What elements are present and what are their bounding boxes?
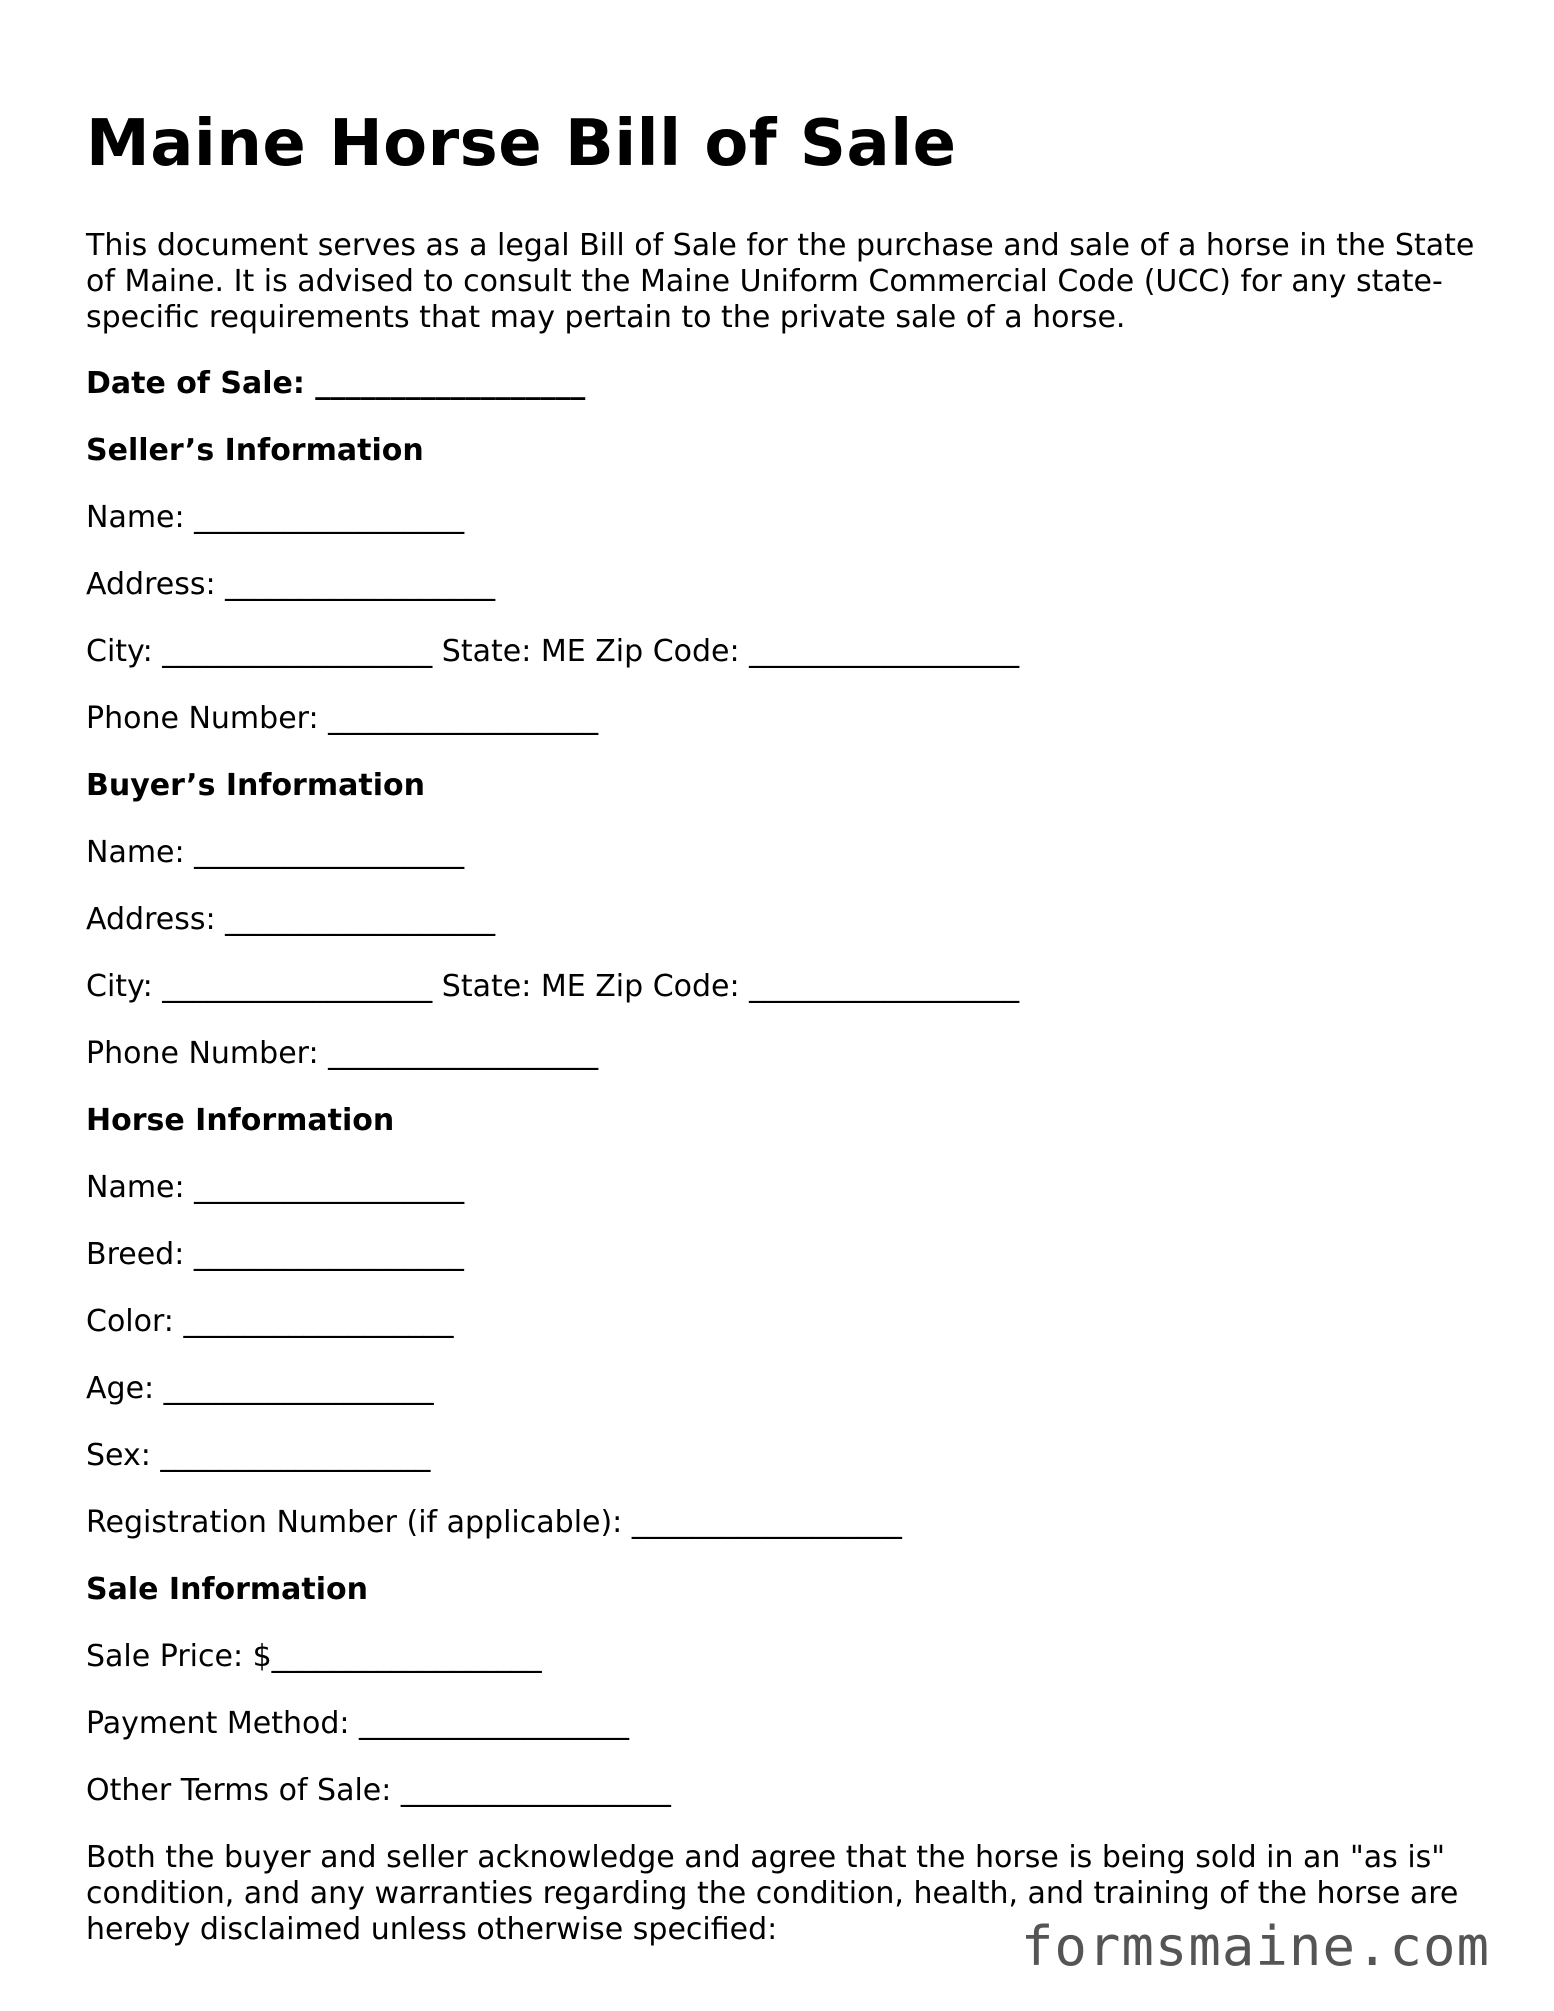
horse-breed-field[interactable]: Breed: __________________ [86, 1237, 464, 1272]
seller-name-field[interactable]: Name: __________________ [86, 500, 465, 535]
buyer-name-field[interactable]: Name: __________________ [86, 835, 465, 870]
buyer-section-heading: Buyer’s Information [86, 768, 425, 803]
horse-name-field[interactable]: Name: __________________ [86, 1170, 465, 1205]
sale-section-heading: Sale Information [86, 1572, 368, 1607]
seller-city-state-zip-field[interactable]: City: __________________ State: ME Zip Code: __________________ [86, 634, 1020, 669]
sale-price-field[interactable]: Sale Price: $__________________ [86, 1639, 542, 1674]
payment-method-field[interactable]: Payment Method: __________________ [86, 1706, 630, 1741]
horse-age-field[interactable]: Age: __________________ [86, 1371, 434, 1406]
as-is-disclaimer-paragraph: Both the buyer and seller acknowledge and agree that the horse is being sold in an "as is" condition, and any warranties regarding the condition, health, and training of the horse are hereby disclaimed unless otherwise specified: [86, 1840, 1459, 1947]
buyer-address-field[interactable]: Address: __________________ [86, 902, 496, 937]
document-title: Maine Horse Bill of Sale [86, 107, 957, 181]
horse-color-field[interactable]: Color: __________________ [86, 1304, 454, 1339]
watermark-logo: formsmaine.com [1020, 1915, 1490, 1978]
document-page [86, 100, 1486, 1948]
buyer-phone-field[interactable]: Phone Number: __________________ [86, 1036, 599, 1071]
seller-section-heading: Seller’s Information [86, 433, 424, 468]
seller-phone-field[interactable]: Phone Number: __________________ [86, 701, 599, 736]
horse-sex-field[interactable]: Sex: __________________ [86, 1438, 431, 1473]
horse-section-heading: Horse Information [86, 1103, 395, 1138]
intro-paragraph: This document serves as a legal Bill of Sale for the purchase and sale of a horse in the State of Maine. It is advised to consult the Maine Uniform Commercial Code (UCC) for any state-specific requirements that may pertain to the private sale of a horse. [86, 228, 1475, 335]
horse-registration-field[interactable]: Registration Number (if applicable): __________________ [86, 1505, 902, 1540]
seller-address-field[interactable]: Address: __________________ [86, 567, 496, 602]
other-terms-field[interactable]: Other Terms of Sale: __________________ [86, 1773, 671, 1808]
date-of-sale-field[interactable]: Date of Sale: __________________ [86, 366, 586, 401]
buyer-city-state-zip-field[interactable]: City: __________________ State: ME Zip Code: __________________ [86, 969, 1020, 1004]
